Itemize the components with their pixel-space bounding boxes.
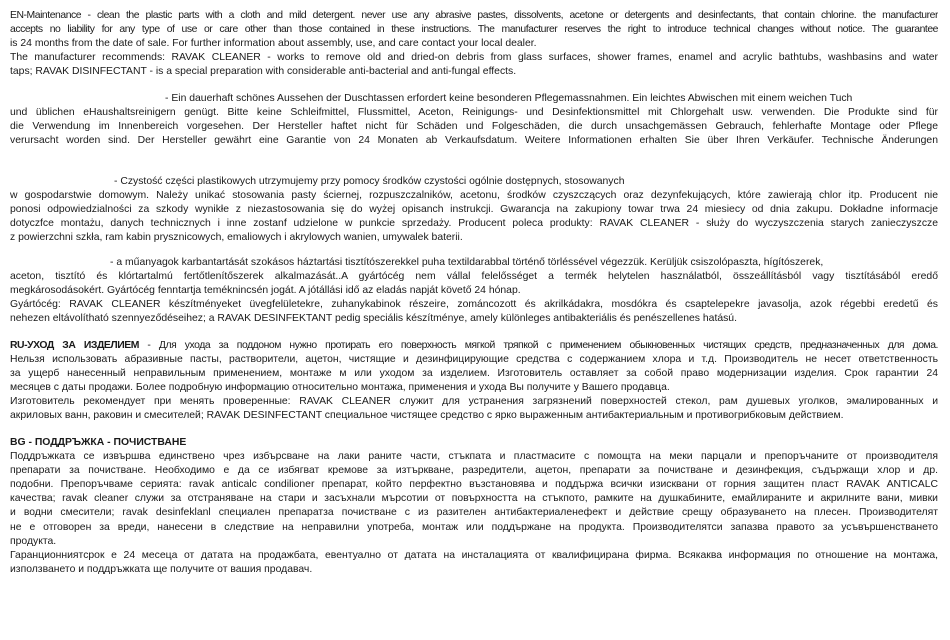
hu-line-4: Gyártócég: RAVAK CLEANER készítményeket üvegfelületekre, zuhanykabinok részeire, zománcozott és akrilkádakra, mosdókra és csaptelepekre javasolja, azok régebbi eredetű és [10, 299, 938, 311]
de-section [10, 92, 938, 148]
ru-heading: RU-УХОД ЗА ИЗДЕЛИЕМ [10, 340, 139, 351]
de-line-3: die Verwendung im Innenbereich vorgesehen. Der Hersteller haftet nicht für Schäden und Folgeschäden, die durch unsachgemässen Gebrauch, fehlerhafte Montage oder Pflege [10, 121, 938, 133]
en-line-1: EN-Maintenance - clean the plastic parts with a cloth and mild detergent. never use any abrasive pastes, dissolvents, acetone or detergents and desinfectants, that contain chlorine. the manufacturer [10, 10, 938, 21]
hu-line-2: aceton, tisztító és klórtartalmú fertőtlenítőszerek alkalmazását..A gyártócég nem vállal felelősséget a termék helytelen használatból, összeállításból vagy tisztításából eredő [10, 271, 938, 283]
en-line-5: taps; RAVAK DISINFECTANT - is a special preparation with considerable anti-bacterial and anti-fungal effects. [10, 66, 517, 78]
ru-line-4: месяцев с даты продажи. Более подробную информацию относительно монтажа, применения и ухода Вы получите у Вашего продавца. [10, 382, 670, 394]
pl-line-4: dotyczfce montażu, danych technicznych i inne zostanf udzielone w punkcie sprzedaży. Producent poleca produkty: RAVAK CLEANER - służy do wyczyszczenia starych zanieczyszcze [10, 218, 938, 230]
pl-line-5: z powierzchni szkła, ram kabin prysznicowych, emaliowych i akrylowych wanien, umywalek baterii. [10, 232, 463, 244]
hu-line-3: megkárosodásokért. Gyártócég fenntartja teméknincsén jogát. A jótállási idő az eladás napját követő 24 hónap. [10, 285, 521, 297]
bg-line-8: Гаранционниятсрок е 24 месеца от датата на продажбата, евентуално от датата на инсталацията от квалифицирана фирма. Всякаква информация по отношение на монтажа, [10, 549, 938, 561]
de-line-1: - Ein dauerhaft schönes Aussehen der Duschtassen erfordert keine besonderen Pflegemassnahmen. Ein leichtes Abwischen mit einem weichen Tuch [165, 93, 853, 104]
pl-line-1: - Czystość części plastikowych utrzymujemy przy pomocy środków czystości ogólnie dostępnych, stosowanych [114, 176, 625, 187]
pl-line-3: ponosi odpowiedzialności za szkody wynikłe z niezastosowania się do wyżej opisanch instrukcji. Gwarancja na zakupiony towar trwa 24 miesiecy od dnia zakupu. Dokładne informacje [10, 204, 938, 216]
bg-line-2: препарати за почистване. Необходимо е да се избягват кремове за изтъркване, разредители, ацетон, препарати за почистване и дезинфекция, съдържащи хлор и др. [10, 465, 938, 477]
ru-line-5: Изготовитель рекомендует при менять проверенные: RAVAK CLEANER служит для устранения загрязнений поверхностей стекол, рам душевых уголков, эмалированных и [10, 396, 938, 408]
bg-line-4: качества; ravak cleaner служи за отстраняване на стари и засъхнали мърсотии от повърхността на стъкпото, рамките на душкабините, емайлираните и акрилните вани, мивки [10, 493, 938, 505]
bg-line-1: Поддръжката се извършва единствено чрез избърсване на лаки раните части, стъкпата и пластмасите с помощта на меки парцали и препоръчаните от производителя [10, 451, 938, 463]
hu-line-5: nehezen eltávolítható szennyeződéseihez; a RAVAK DESINFEKTANT pedig speciális készítménye, amely különleges antibakteriális és penészellenes hatású. [10, 313, 737, 325]
bg-line-3: подобни. Препоръчваме серията: ravak anticalc condilioner препарат, който перфектно възстановява и поддържа всички изисквани от горния защитен пласт RAVAK ANTICALC [10, 479, 938, 491]
en-section [10, 9, 938, 79]
hu-section [10, 256, 938, 326]
ru-line-2: Нельзя использовать абразивные пасты, растворители, ацетон, чистящие и дезинфицирующие средства с содержанием хлора и т.д. Производитель не несет ответственность [10, 354, 938, 366]
de-line-2: und üblichen eHaushaltsreinigern genügt. Bitte keine Schleifmittel, Flussmittel, Aceton, Reinigungs- und Desinfektionsmittel mit Chlorgehalt usw. verwenden. Die Produkte sind für [10, 107, 938, 119]
bg-line-6: не е отговорен за вреди, нанесени в следствие на неправилни употреба, монтаж или поддържане на продукта. Производителятси запазва правото за усъвършенстването [10, 521, 938, 533]
bg-heading: BG - ПОДДРЪЖКА - ПОЧИСТВАНЕ [10, 437, 187, 448]
en-line-2: accepts no liability for any type of use or care other than those contained in these instructions. The manufacturer reserves the right to introduce technical changes without notice. The guarantee [10, 24, 938, 36]
ru-line-6: акриловых ванн, раковин и смесителей; RAVAK DESINFECTANT специальное чистящее средство с ярко выраженным антибактериальным и противогрибковым действием. [10, 410, 844, 422]
bg-section [10, 436, 938, 577]
bg-line-9: използването и поддръжката ще получите от вашия продавач. [10, 563, 313, 575]
ru-line-1 [10, 339, 938, 353]
bg-line-7: продукта. [10, 535, 57, 547]
pl-section [10, 175, 938, 245]
en-line-4: The manufacturer recommends: RAVAK CLEANER - works to remove old and dried-on debris from glass surfaces, shower frames, enamel and acrylic bathtubs, washbasins and water [10, 52, 938, 64]
ru-section [10, 339, 938, 424]
bg-line-5: и водни смесители; ravak desinfeklanl специален препаратза почистване с из разителен антибактериаленефект и действие срещу образуването на плесен. Производителят [10, 507, 938, 519]
en-line-3: is 24 months from the date of sale. For further information about assembly, use, and care contact your local dealer. [10, 38, 537, 50]
pl-line-2: w gospodarstwie domowym. Należy unikać stosowania pasty ściernej, rozpuszczalników, acetonu, środków czyszczących oraz dezynfekujących, które zawierają chlor itp. Producent nie [10, 190, 938, 202]
ru-line-3: за ущерб нанесенный неправильным применением, монтаже м или уходом за изделием. Изготовитель оставляет за собой право модернизации изделия. Срок гарантии 24 [10, 368, 938, 380]
ru-first-line-text: - Для ухода за поддоном нужно протирать его поверхность мягкой тряпкой с применением обыкновенных чистящих средств, предназначенных для дома. [138, 340, 938, 351]
hu-line-1: - a műanyagok karbantartását szokásos háztartási tisztítószerekkel puha textildarabbal történő törléssével végezzük. Kerüljük csiszolópaszta, hígítószerek, [110, 257, 824, 268]
de-line-4: verursacht worden sind. Der Hersteller gewährt eine Garantie von 24 Monaten ab Verkaufsdatum. Weitere Informationen erhalten Sie über Ihren Verkäufer. Technische Änderungen [10, 135, 938, 147]
